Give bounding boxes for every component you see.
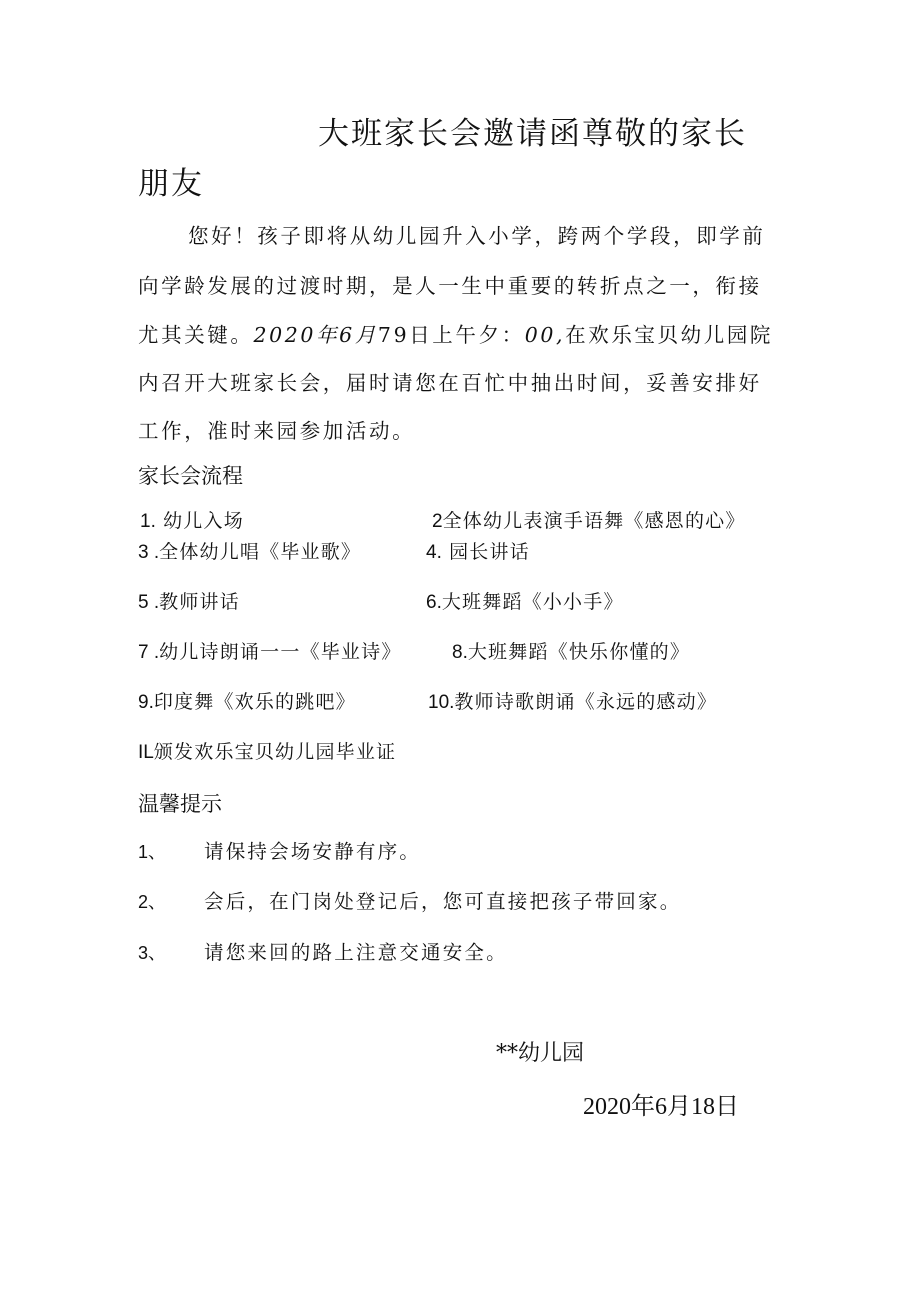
- agenda-item: 4. 园长讲话: [426, 541, 530, 563]
- tip-number: 1、: [138, 842, 167, 862]
- meeting-date: 2020年6月: [253, 323, 378, 347]
- agenda-item: 2全体幼儿表演手语舞《感恩的心》: [432, 510, 746, 532]
- page-title: 大班家长会邀请函尊敬的家长: [318, 116, 747, 152]
- signature-date: 2020年6月18日: [583, 1094, 739, 1120]
- agenda-item: 9.印度舞《欢乐的跳吧》: [138, 691, 356, 713]
- agenda-item: 8.大班舞蹈《快乐你懂的》: [452, 641, 691, 663]
- intro-line-3: [138, 318, 773, 348]
- tip-text: 请保持会场安静有序。: [204, 840, 422, 863]
- intro-line-4: 内召开大班家长会，届时请您在百忙中抽出时间，妥善安排好: [138, 371, 762, 395]
- tips-heading: 温馨提示: [138, 792, 222, 816]
- meeting-day: 79日上午夕：: [377, 323, 525, 347]
- intro-line-5: 工作，准时来园参加活动。: [138, 419, 416, 443]
- agenda-heading: 家长会流程: [138, 464, 243, 488]
- tip-number: 2、: [138, 892, 167, 912]
- agenda-item: 7 .幼儿诗朗诵一一《毕业诗》: [138, 641, 402, 663]
- agenda-item: 3 .全体幼儿唱《毕业歌》: [138, 541, 362, 563]
- intro-line-1: 您好！孩子即将从幼儿园升入小学，跨两个学段，即学前: [188, 224, 766, 248]
- tip-text: 请您来回的路上注意交通安全。: [204, 941, 508, 964]
- intro-line-2: 向学龄发展的过渡时期，是人一生中重要的转折点之一，衔接: [138, 274, 762, 298]
- intro-line-3-prefix: 尤其关键。: [138, 323, 254, 347]
- agenda-item: 5 .教师讲话: [138, 591, 240, 613]
- intro-line-3-suffix: 在欢乐宝贝幼儿园院: [565, 323, 774, 347]
- agenda-item: 1. 幼儿入场: [140, 510, 244, 532]
- agenda-item: 10.教师诗歌朗诵《永远的感动》: [428, 691, 718, 713]
- tip-number: 3、: [138, 943, 167, 963]
- meeting-time: 00,: [524, 323, 566, 347]
- agenda-item: IL颁发欢乐宝贝幼儿园毕业证: [138, 741, 397, 763]
- page-title-continued: 朋友: [138, 166, 204, 202]
- agenda-item: 6.大班舞蹈《小小手》: [426, 591, 624, 613]
- signature-org: **幼儿园: [496, 1041, 585, 1066]
- tip-text: 会后，在门岗处登记后，您可直接把孩子带回家。: [204, 890, 682, 913]
